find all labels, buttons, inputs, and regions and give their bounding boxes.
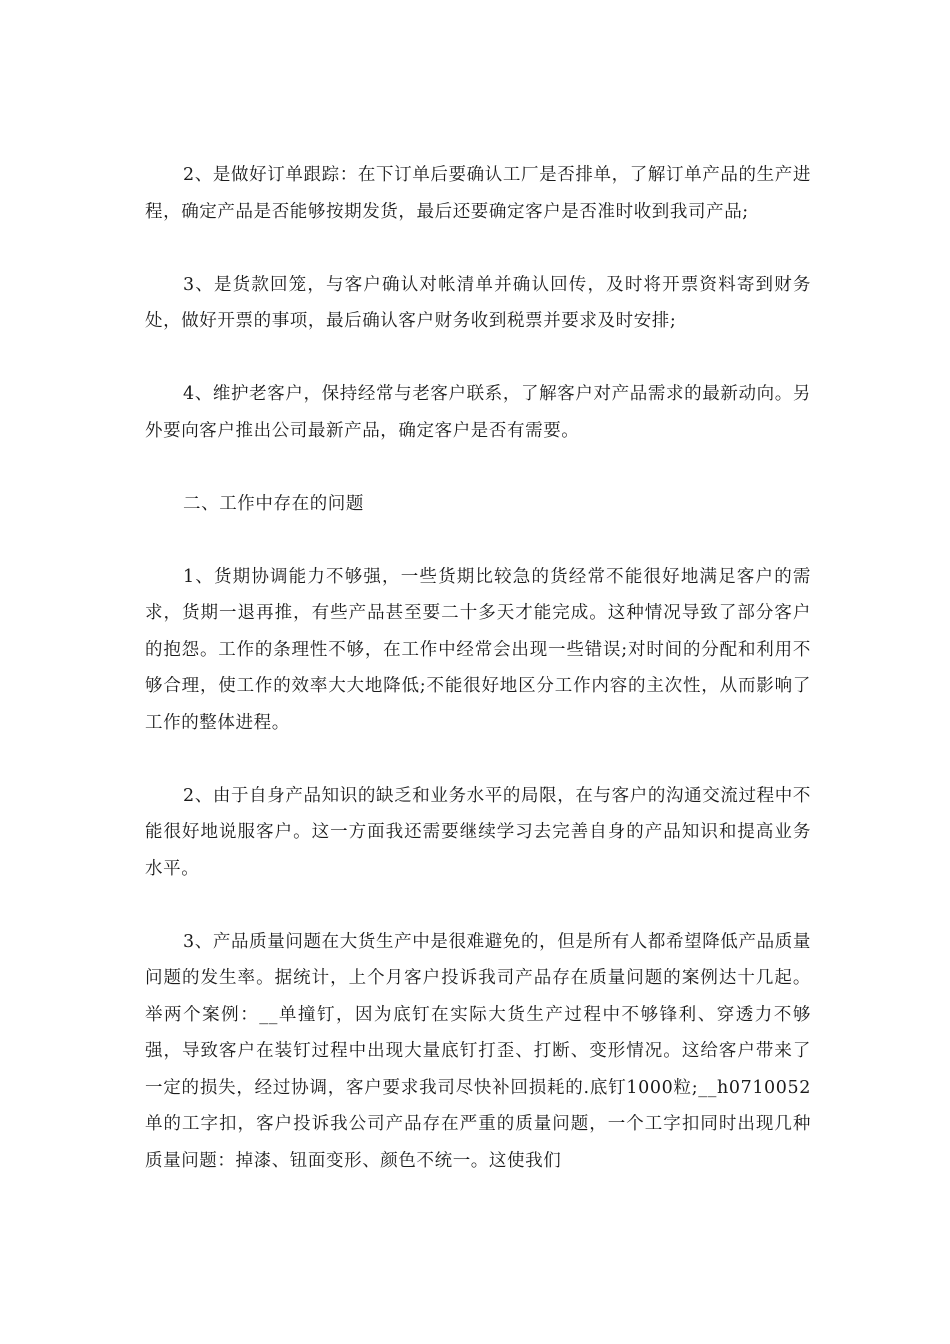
paragraph-quality-issues: 3、产品质量问题在大货生产中是很难避免的，但是所有人都希望降低产品质量问题的发生率。据统计，上个月客户投诉我司产品存在质量问题的案例达十几起。举两个案例：__单撞钉，因为底钉在实际大货生产过程中不够锋利、穿透力不够强，导致客户在装钉过程中出现大量底钉打歪、打断、变形情况。这给客户带来了一定的损失，经过协调，客户要求我司尽快补回损耗的.底钉1000粒;__h0710052单的工字扣，客户投诉我公司产品存在严重的质量问题，一个工字扣同时出现几种质量问题：掉漆、钮面变形、颜色不统一。这使我们 [145,931,811,1171]
paragraph-delivery-coordination: 1、货期协调能力不够强，一些货期比较急的货经常不能很好地满足客户的需求，货期一退再推，有些产品甚至要二十多天才能完成。这种情况导致了部分客户的抱怨。工作的条理性不够，在工作中经常会出现一些错误;对时间的分配和利用不够合理，使工作的效率大大地降低;不能很好地区分工作内容的主次性，从而影响了工作的整体进程。 [145,566,811,733]
paragraph-product-knowledge: 2、由于自身产品知识的缺乏和业务水平的局限，在与客户的沟通交流过程中不能很好地说服客户。这一方面我还需要继续学习去完善自身的产品知识和提高业务水平。 [145,785,811,879]
document-body [145,157,811,1216]
paragraph-payment-collection: 3、是货款回笼，与客户确认对帐清单并确认回传，及时将开票资料寄到财务处，做好开票的事项，最后确认客户财务收到税票并要求及时安排; [145,274,811,331]
paragraph-order-tracking: 2、是做好订单跟踪：在下订单后要确认工厂是否排单，了解订单产品的生产进程，确定产品是否能够按期发货，最后还要确定客户是否准时收到我司产品; [145,165,811,222]
section-heading-problems: 二、工作中存在的问题 [183,493,364,514]
paragraph-maintain-customers: 4、维护老客户，保持经常与老客户联系，了解客户对产品需求的最新动向。另外要向客户推出公司最新产品，确定客户是否有需要。 [145,384,811,441]
